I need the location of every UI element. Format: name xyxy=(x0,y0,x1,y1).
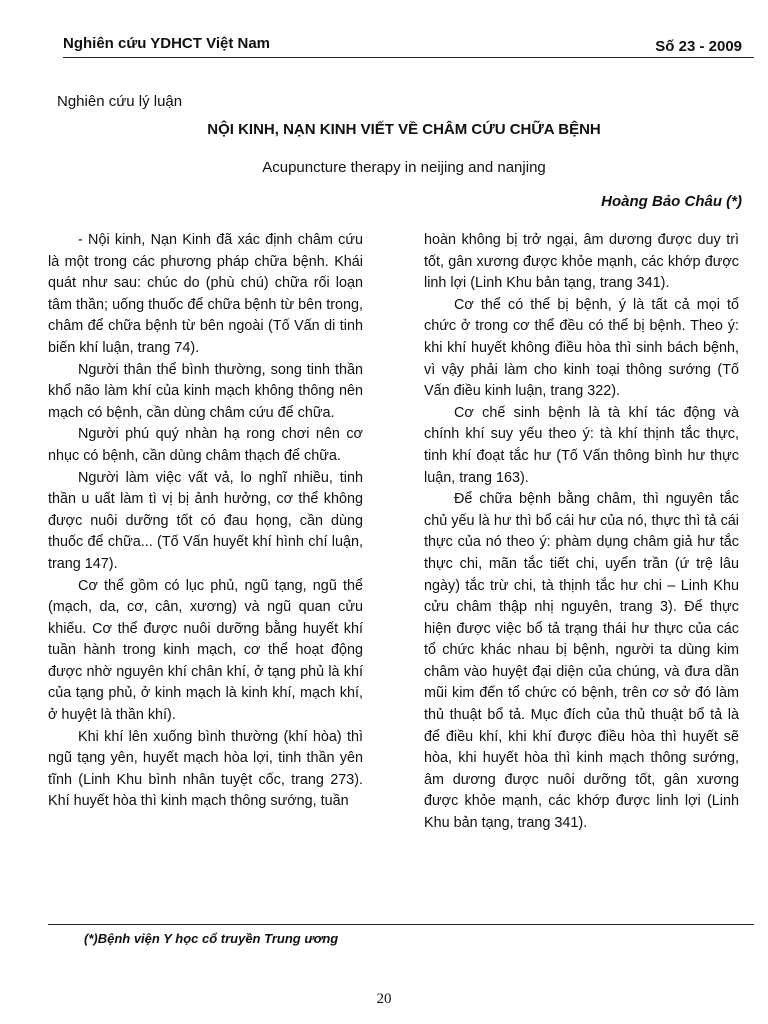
paragraph: Để chữa bệnh bằng châm, thì nguyên tắc chủ yếu là hư thì bổ cái hư của nó, thực thì tả cái thực của nó theo ý: phàm dụng châm giả hư tắc thực chi, mãn tắc tiết chi, uyển trần (ứ trệ lâu ngày) tắc trừ chi, tà thịnh tắc hư chi – Linh Khu cửu châm thập nhị nguyên, trang 3). Để thực hiện được việc bổ tả trạng thái hư thực của các tổ chức khác nhau bị bệnh, người ta dùng kim châm vào huyệt đại diện của chúng, và đưa dần mũi kim đến tổ chức có bệnh, trên cơ sở đó làm thủ thuật bổ tả. Mục đích của thủ thuật bổ tả là để điều khí, khi khí được điều hòa thì huyết sẽ hòa, khi huyết hòa thì kinh mạch thông sướng, âm dương được nuôi dưỡng tốt, gân xương được khỏe mạnh, các khớp được linh lợi (Linh Khu bản tạng, trang 341). xyxy=(424,491,739,832)
journal-header: Nghiên cứu YDHCT Việt Nam xyxy=(63,35,271,52)
paragraph: Khi khí lên xuống bình thường (khí hòa) thì ngũ tạng yên, huyết mạch hòa lợi, tinh thần yên tĩnh (Linh Khu bình nhân tuyệt cốc, trang 273). Khí huyết hòa thì kinh mạch thông sướng, tuần xyxy=(48,728,363,810)
paragraph: Cơ thể có thể bị bệnh, ý là tất cả mọi tổ chức ở trong cơ thể đều có thể bị bệnh. Theo ý: khi khí huyết không điều hòa thì sinh bách bệnh, vì vậy phải làm cho kinh toại thông sướng (Tố Vấn điều kinh luận, trang 322). xyxy=(424,296,739,400)
paragraph: Người phú quý nhàn hạ rong chơi nên cơ nhục có bệnh, cần dùng châm thạch để chữa. xyxy=(48,426,363,464)
paragraph: Cơ chế sinh bệnh là tà khí tác động và chính khí suy yếu theo ý: tà khí thịnh tắc thực, tinh khí đoạt tắc hư (Tố Vấn thông bình hư thực luận, trang 163). xyxy=(424,404,739,486)
paragraph: Người thân thể bình thường, song tinh thần khổ não làm khí của kinh mạch không thông nên mạch có bệnh, cần dùng châm cứu để chữa. xyxy=(48,361,363,421)
header-rule xyxy=(63,57,754,58)
paragraph-continued: hoàn không bị trở ngại, âm dương được duy trì tốt, gân xương được khỏe mạnh, các khớp được linh lợi (Linh Khu bản tạng, trang 341). xyxy=(424,232,739,292)
left-column xyxy=(48,230,363,813)
section-label: Nghiên cứu lý luận xyxy=(57,93,183,110)
article-title: NỘI KINH, NẠN KINH VIẾT VỀ CHÂM CỨU CHỮA BỆNH xyxy=(207,121,601,138)
paragraph: Cơ thể gồm có lục phủ, ngũ tạng, ngũ thể (mạch, da, cơ, cân, xương) và ngũ quan cửu khiếu. Cơ thể được nuôi dưỡng bằng huyết khí tuần hành trong kinh mạch, cơ thể hoạt động được nhờ nguyên khí chân khí, ở tạng phủ là khí của tạng phủ, ở kinh mạch là kinh khí, mạch khí, ở huyệt là thần khí). xyxy=(48,577,363,724)
author: Hoàng Bảo Châu (*) xyxy=(601,193,742,210)
right-column xyxy=(424,230,739,835)
paragraph: Người làm việc vất vả, lo nghĩ nhiều, tinh thần u uất làm tì vị bị ảnh hưởng, cơ thể không được nuôi dưỡng tốt có đau họng, cần dùng thuốc để chữa... (Tố Vấn huyết khí hình chí luận, trang 147). xyxy=(48,469,363,572)
footnote: (*)Bệnh viện Y học cổ truyền Trung ương xyxy=(84,931,339,946)
footnote-rule xyxy=(48,924,754,925)
article-subtitle: Acupuncture therapy in neijing and nanjing xyxy=(262,159,546,176)
paragraph: - Nội kinh, Nạn Kinh đã xác định châm cứu là một trong các phương pháp chữa bệnh. Khái quát như sau: chúc do (phù chú) chữa rối loạn tâm thần; uống thuốc để chữa bệnh từ bên trong, châm để chữa bệnh từ bên ngoài (Tố Vấn di tinh biến khí luận, trang 74). xyxy=(48,232,363,356)
issue-number: Số 23 - 2009 xyxy=(655,38,742,55)
page-number: 20 xyxy=(376,991,392,1007)
